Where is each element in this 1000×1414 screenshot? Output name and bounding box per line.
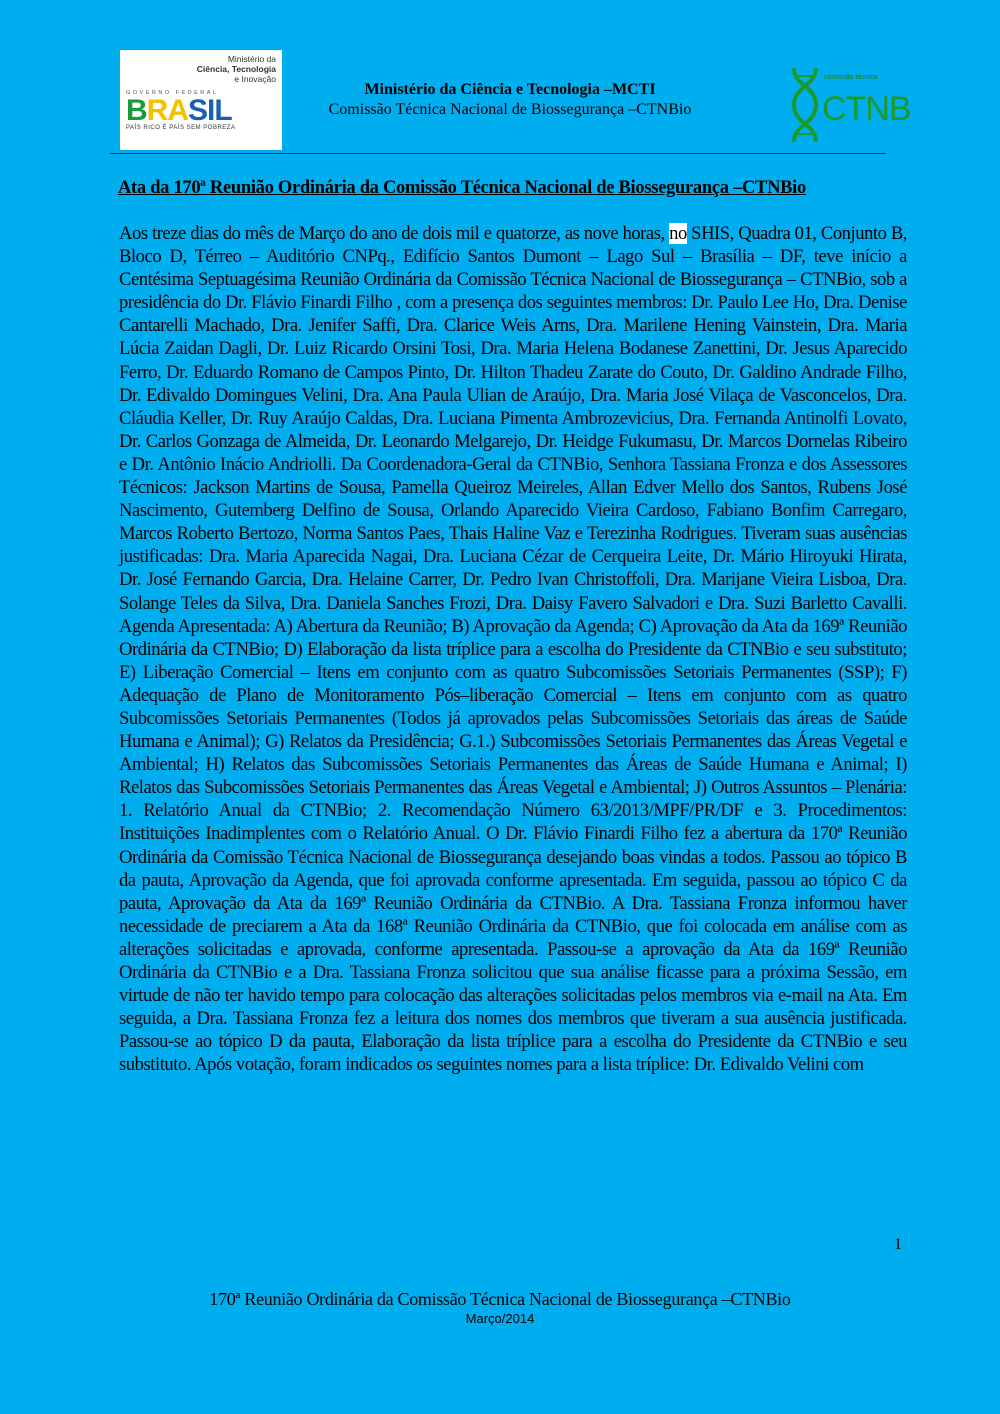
ministry-line-1: Ministério da — [227, 54, 276, 64]
page-header — [110, 48, 911, 153]
gov-label: GOVERNO FEDERAL — [126, 90, 219, 96]
page-number: 1 — [894, 1236, 902, 1253]
ministry-line-2: Ciência, Tecnologia — [196, 64, 276, 74]
header-divider — [110, 153, 886, 154]
brasil-wordmark — [126, 94, 276, 127]
document-title: Ata da 170ª Reunião Ordinária da Comissão Técnica Nacional de Biossegurança –CTNBio — [118, 178, 806, 198]
brasil-slogan: PAÍS RICO É PAÍS SEM POBREZA — [126, 125, 236, 131]
brasil-letter-b: B — [126, 94, 147, 127]
footer-title: 170ª Reunião Ordinária da Comissão Técnica Nacional de Biossegurança –CTNBio — [209, 1289, 791, 1309]
page-footer — [0, 1288, 1000, 1328]
brasil-letters-ra: RA — [146, 94, 189, 127]
highlighted-word: no — [669, 223, 687, 244]
ctnbio-logo — [790, 66, 911, 144]
body-text-rest: SHIS, Quadra 01, Conjunto B, Bloco D, Térreo – Auditório CNPq., Edifício Santos Dumont – Lago Sul – Brasília – DF, teve início a Centésima Septuagésima Reunião Ordinária da Comissão Técnica Nacional de Biossegurança – CTNBio, sob a presidência do Dr. Flávio Finardi Filho , com a presença dos seguintes membros: Dr. Paulo Lee Ho, Dra. Denise Cantarelli Machado, Dra. Jenifer Saffi, Dra. Clarice Weis Arns, Dra. Marilene Hening Vainstein, Dra. Maria Lúcia Zaidan Dagli, Dr. Luiz Ricardo Orsini Tosi, Dra. Maria Helena Bodanese Zanettini, Dr. Jesus Aparecido Ferro, Dr. Eduardo Romano de Campos Pinto, Dr. Hilton Thadeu Zarate do Couto, Dr. Galdino Andrade Filho, Dr. Edivaldo Domingues Velini, Dra. Ana Paula Ulian de Araújo, Dra. Maria José Vilaça de Vasconcelos, Dra. Cláudia Keller, Dr. Ruy Araújo Caldas, Dra. Luciana Pimenta Ambrozevicius, Dra. Fernanda Antinolfi Lovato, Dr. Carlos Gonzaga de Almeida, Dr. Leonardo Melgarejo, Dr. Heidge Fukumasu, Dr. Marcos Dornelas Ribeiro e Dr. Antônio Inácio Andriolli. Da Coordenadora-Geral da CTNBio, Senhora Tassiana Fronza e dos Assessores Técnicos: Jackson Martins de Sousa, Pamella Queiroz Meireles, Allan Edver Mello dos Santos, Rubens José Nascimento, Gutemberg Delfino de Sousa, Orlando Aparecido Vieira Cardoso, Fabiano Bonfim Carregaro, Marcos Roberto Bertozo, Norma Santos Paes, Thais Haline Vaz e Terezinha Rodrigues. Tiveram suas ausências justificadas: Dra. Maria Aparecida Nagai, Dra. Luciana Cézar de Cerqueira Leite, Dr. Mário Hiroyuki Hirata, Dr. José Fernando Garcia, Dra. Helaine Carrer, Dr. Pedro Ivan Christoffoli, Dra. Marijane Vieira Lisboa, Dra. Solange Teles da Silva, Dra. Daniela Sanches Frozi, Dra. Daisy Favero Salvadori e Dra. Suzi Barletto Cavalli. Agenda Apresentada: A) Abertura da Reunião; B) Aprovação da Agenda; C) Aprovação da Ata da 169ª Reunião Ordinária da CTNBio; D) Elaboração da lista tríplice para a escolha do Presidente da CTNBio e seu substituto; E) Liberação Comercial – Itens em conjunto com as quatro Subcomissões Setoriais Permanentes (SSP); F) Adequação de Plano de Monitoramento Pós–liberação Comercial – Itens em conjunto com as quatro Subcomissões Setoriais Permanentes (Todos já aprovados pelas Subcomissões Setoriais das áreas de Saúde Humana e Animal); G) Relatos da Presidência; G.1.) Subcomissões Setoriais Permanentes das Áreas Vegetal e Ambiental; H) Relatos das Subcomissões Setoriais Permanentes das Áreas de Saúde Humana e Animal; I) Relatos das Subcomissões Setoriais Permanentes das Áreas Vegetal e Ambiental; J) Outros Assuntos – Plenária: 1. Relatório Anual da CTNBio; 2. Recomendação Número 63/2013/MPF/PR/DF e 3. Procedimentos: Instituições Inadimplentes com o Relatório Anual. O Dr. Flávio Finardi Filho fez a abertura da 170ª Reunião Ordinária da Comissão Técnica Nacional de Biossegurança desejando boas vindas a todos. Passou ao tópico B da pauta, Aprovação da Agenda, que foi aprovada conforme apresentada. Em seguida, passou ao tópico C da pauta, Aprovação da Ata da 169ª Reunião Ordinária da CTNBio. A Dra. Tassiana Fronza informou haver necessidade de preciarem a Ata da 168ª Reunião Ordinária da CTNBio, que foi colocada em análise com as alterações solicitadas e aprovada, conforme apresentada. Passou-se a aprovação da Ata da 169ª Reunião Ordinária da CTNBio e a Dra. Tassiana Fronza solicitou que sua análise ficasse para a próxima Sessão, em virtude de não ter havido tempo para colocação das alterações solicitadas pelos membros via e-mail na Ata. Em seguida, a Dra. Tassiana Fronza fez a leitura dos nomes dos membros que tiveram a sua ausência justificada. Passou-se ao tópico D da pauta, Elaboração da lista tríplice para a escolha do Presidente da CTNBio e seu substituto. Após votação, foram indicados os seguintes nomes para a lista tríplice: Dr. Edivaldo Velini com — [119, 223, 908, 1076]
header-title: Ministério da Ciência e Tecnologia –MCTI — [364, 81, 656, 98]
ctnbio-logo-wordmark: CTNB — [822, 90, 911, 128]
document-body — [119, 222, 907, 1076]
dna-helix-icon — [790, 66, 820, 144]
footer-date: Março/2014 — [465, 1311, 535, 1326]
header-titles — [290, 80, 730, 120]
body-text-start: Aos treze dias do mês de Março do ano de dois mil e quatorze, as nove horas, — [119, 223, 665, 244]
header-subtitle: Comissão Técnica Nacional de Biossegurança –CTNBio — [328, 101, 692, 118]
brasil-letters-sil: SIL — [188, 94, 232, 127]
ministry-line-3: e Inovação — [234, 74, 276, 84]
ctnbio-logo-caption: comissão técnica — [824, 74, 878, 81]
ministry-logo-text — [126, 54, 276, 84]
ministry-brasil-logo — [120, 50, 282, 150]
